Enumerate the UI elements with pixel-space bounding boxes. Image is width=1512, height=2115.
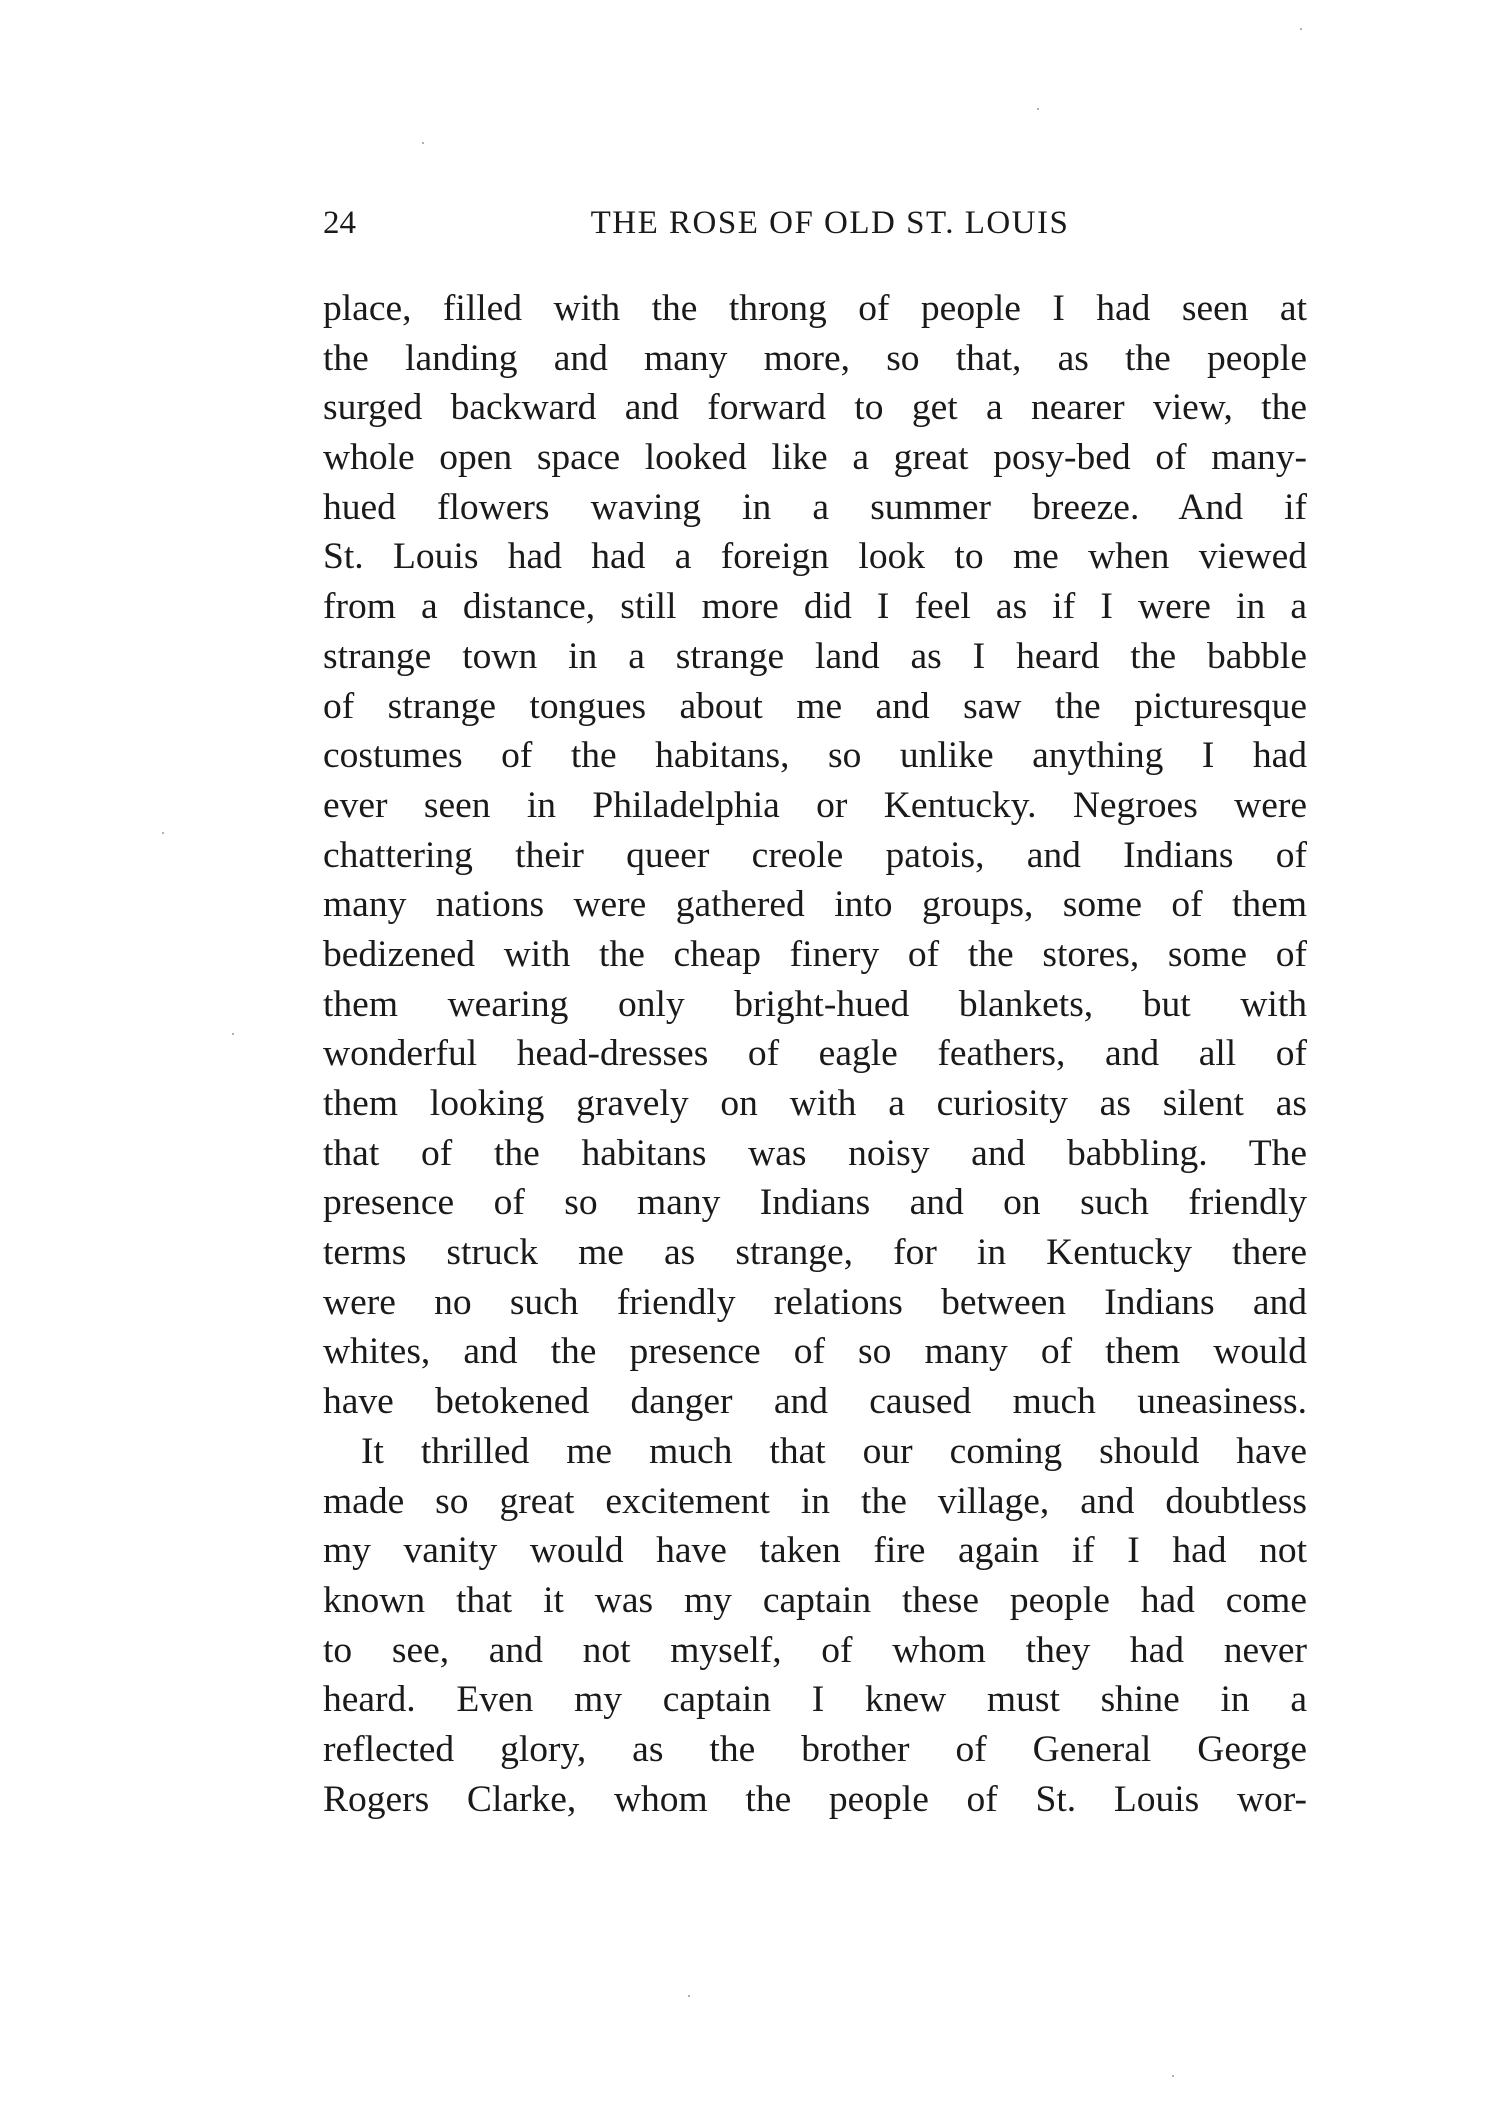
text-line: of strange tongues about me and saw the picturesque bbox=[323, 685, 1307, 727]
text-line: Rogers Clarke, whom the people of St. Louis wor- bbox=[323, 1778, 1307, 1820]
text-line: known that it was my captain these people had come bbox=[323, 1579, 1307, 1621]
scan-speck bbox=[688, 1995, 690, 1997]
text-line: strange town in a strange land as I heard the babble bbox=[323, 635, 1307, 677]
page-number: 24 bbox=[323, 205, 356, 241]
text-line: place, filled with the throng of people I had seen at bbox=[323, 288, 1307, 329]
text-line: reflected glory, as the brother of General George bbox=[323, 1728, 1307, 1770]
text-line: from a distance, still more did I feel as if I were in a bbox=[323, 586, 1307, 628]
page-body bbox=[323, 284, 1307, 1824]
text-line: my vanity would have taken fire again if I had not bbox=[323, 1530, 1307, 1572]
text-line: heard. Even my captain I knew must shine in a bbox=[323, 1679, 1307, 1721]
text-line: the landing and many more, so that, as the people bbox=[323, 337, 1307, 379]
text-line: whites, and the presence of so many of them would bbox=[323, 1331, 1307, 1373]
text-line: wonderful head-dresses of eagle feathers, and all of bbox=[323, 1033, 1307, 1075]
text-line: hued flowers waving in a summer breeze. And if bbox=[323, 486, 1307, 528]
scan-speck bbox=[162, 832, 164, 834]
text-line: them looking gravely on with a curiosity as silent as bbox=[323, 1083, 1307, 1124]
scan-speck bbox=[232, 1033, 234, 1035]
text-line: whole open space looked like a great posy-bed of many- bbox=[323, 437, 1307, 479]
running-title: THE ROSE OF OLD ST. LOUIS bbox=[590, 205, 1070, 241]
running-header bbox=[323, 205, 1307, 249]
text-line: costumes of the habitans, so unlike anything I had bbox=[323, 735, 1307, 777]
text-line: ever seen in Philadelphia or Kentucky. Negroes were bbox=[323, 784, 1307, 826]
scan-speck bbox=[422, 142, 424, 144]
text-line: terms struck me as strange, for in Kentucky there bbox=[323, 1232, 1307, 1274]
text-line: many nations were gathered into groups, some of them bbox=[323, 884, 1307, 926]
text-line: It thrilled me much that our coming should have bbox=[361, 1430, 1307, 1472]
text-line: presence of so many Indians and on such friendly bbox=[323, 1182, 1307, 1224]
text-line: chattering their queer creole patois, and Indians of bbox=[323, 834, 1307, 876]
scan-speck bbox=[1172, 2075, 1174, 2077]
scan-speck bbox=[1037, 108, 1039, 110]
text-line: them wearing only bright-hued blankets, but with bbox=[323, 983, 1307, 1025]
text-line: to see, and not myself, of whom they had never bbox=[323, 1629, 1307, 1671]
text-line: have betokened danger and caused much uneasiness. bbox=[323, 1381, 1307, 1423]
text-line: were no such friendly relations between Indians and bbox=[323, 1281, 1307, 1323]
text-line: surged backward and forward to get a nearer view, the bbox=[323, 387, 1307, 429]
text-line: that of the habitans was noisy and babbling. The bbox=[323, 1132, 1307, 1174]
text-line: St. Louis had had a foreign look to me when viewed bbox=[323, 536, 1307, 578]
text-line: bedizened with the cheap finery of the stores, some of bbox=[323, 933, 1307, 975]
text-line: made so great excitement in the village, and doubtless bbox=[323, 1480, 1307, 1522]
scan-speck bbox=[1300, 28, 1302, 30]
